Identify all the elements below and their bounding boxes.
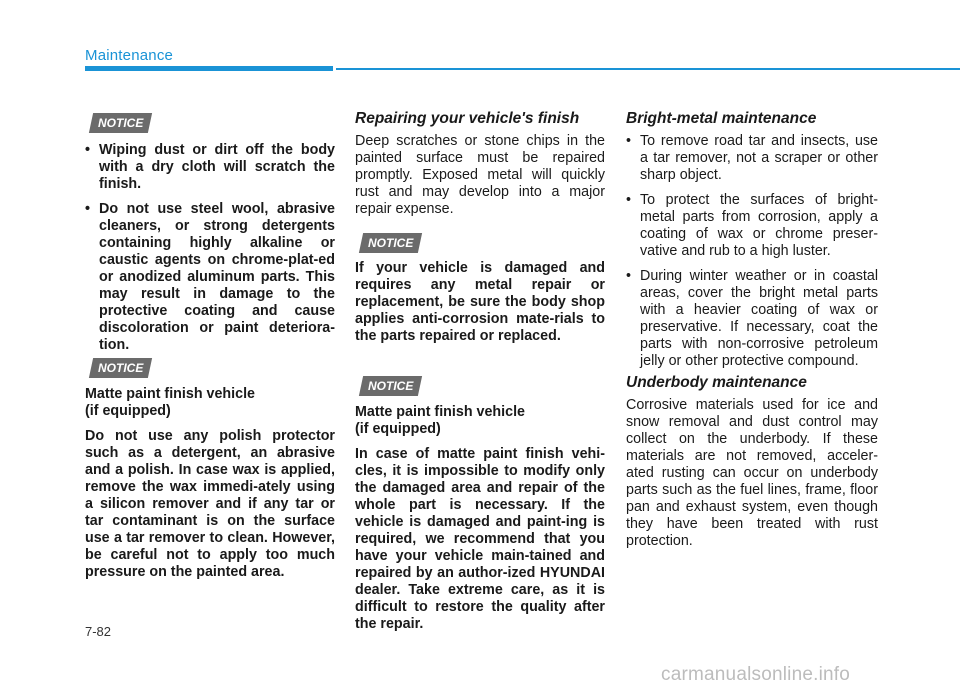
heading-bright-metal: Bright-metal maintenance	[626, 110, 817, 127]
notice-badge: NOTICE	[89, 113, 153, 133]
matte-title: Matte paint finish vehicle (if equipped)	[355, 404, 526, 437]
bright-metal-list	[626, 133, 878, 378]
heading-underbody: Underbody maintenance	[626, 374, 807, 391]
notice-badge: NOTICE	[359, 376, 423, 396]
header-rule-thick	[85, 66, 333, 71]
notice-bullets	[85, 142, 335, 362]
list-item: • To remove road tar and insects, use a tar remover, not a scraper or other sharp object.	[626, 133, 878, 184]
underbody-body: Corrosive materials used for ice and snow removal and dust control may collect on the underbody. If these materials are not removed, acceler-ated rusting can occur on underbody parts such as the fuel lines, frame, floor pan and exhaust system, even though they have been treated with rust protection.	[626, 397, 878, 549]
list-item: • To protect the surfaces of bright-metal parts from corrosion, apply a coating of wax or chrome preser-vative and rub to a high luster.	[626, 192, 878, 260]
notice-badge: NOTICE	[89, 358, 153, 378]
page-number: 7-82	[85, 624, 112, 639]
notice-badge: NOTICE	[359, 233, 423, 253]
list-item: • Do not use steel wool, abrasive cleaners, or strong detergents containing highly alkaline or caustic agents on chrome-plat-ed or anodized aluminum parts. This may result in damage to the protective coating and cause discoloration or paint deteriora-tion.	[85, 201, 335, 354]
watermark: carmanualsonline.info	[661, 664, 851, 685]
heading-repairing-finish: Repairing your vehicle's finish	[355, 110, 580, 127]
header-rule-thin	[336, 68, 960, 70]
matte-body: In case of matte paint finish vehi-cles, it is impossible to modify only the damaged area and repair of the whole part is necessary. If the vehicle is damaged and paint-ing is required, we recommend that you have your vehicle main-tained and repaired by an author-ized HYUNDAI dealer. Take extreme care, as it is difficult to restore the quality after the repair.	[355, 446, 605, 632]
section-title: Maintenance	[85, 47, 174, 64]
matte-title: Matte paint finish vehicle (if equipped)	[85, 386, 256, 419]
matte-body: Do not use any polish protector such as a detergent, an abrasive and a polish. In case wax is applied, remove the wax immedi-ately using a silicon remover and if any tar or tar contaminant is on the surface use a tar remover to clean. However, be careful not to apply too much pressure on the painted area.	[85, 428, 335, 580]
list-item: • Wiping dust or dirt off the body with a dry cloth will scratch the finish.	[85, 142, 335, 193]
repair-body: Deep scratches or stone chips in the painted surface must be repaired promptly. Exposed metal will quickly rust and may develop into a major repair expense.	[355, 133, 605, 217]
notice-text: If your vehicle is damaged and requires any metal repair or replacement, be sure the body shop applies anti-corrosion mate-rials to the parts repaired or replaced.	[355, 260, 605, 344]
list-item: • During winter weather or in coastal areas, cover the bright metal parts with a heavier coating of wax or preservative. If necessary, coat the parts with non-corrosive petroleum jelly or other protective compound.	[626, 268, 878, 370]
